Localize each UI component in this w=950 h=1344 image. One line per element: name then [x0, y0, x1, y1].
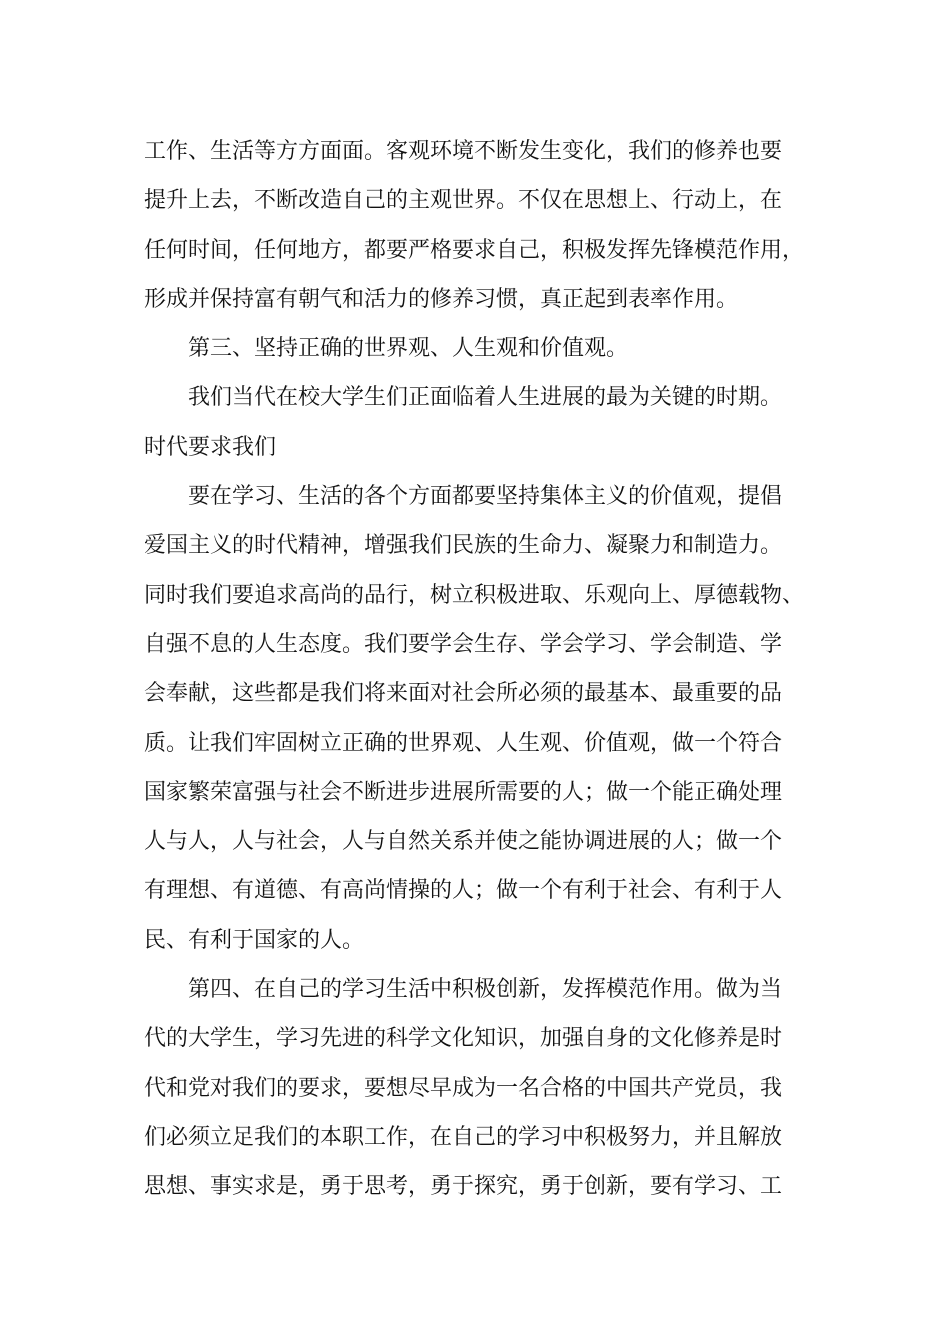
text-line: 人与人，人与社会，人与自然关系并使之能协调进展的人；做一个 — [144, 829, 783, 855]
section-heading: 第三、坚持正确的世界观、人生观和价值观。 — [188, 336, 629, 362]
text-line: 自强不息的人生态度。我们要学会生存、学会学习、学会制造、学 — [144, 631, 783, 657]
text-line: 工作、生活等方方面面。客观环境不断发生变化，我们的修养也要 — [144, 139, 783, 164]
text-line: 时代要求我们 — [144, 434, 277, 460]
text-line: 提升上去，不断改造自己的主观世界。不仅在思想上、行动上，在 — [144, 188, 783, 214]
text-line: 同时我们要追求高尚的品行，树立积极进取、乐观向上、厚德载物、 — [144, 582, 805, 608]
text-line: 国家繁荣富强与社会不断进步进展所需要的人；做一个能正确处理 — [144, 779, 783, 805]
section-heading: 第四、在自己的学习生活中积极创新，发挥模范作用。做为当 — [188, 977, 783, 1003]
text-line: 有理想、有道德、有高尚情操的人；做一个有利于社会、有利于人 — [144, 878, 783, 904]
text-line: 民、有利于国家的人。 — [144, 927, 365, 953]
text-line: 思想、事实求是，勇于思考，勇于探究，勇于创新，要有学习、工 — [144, 1174, 783, 1200]
text-line: 会奉献，这些都是我们将来面对社会所必须的最基本、最重要的品 — [144, 681, 783, 707]
text-line: 质。让我们牢固树立正确的世界观、人生观、价值观，做一个符合 — [144, 730, 783, 756]
text-line: 任何时间，任何地方，都要严格要求自己，积极发挥先锋模范作用， — [144, 237, 805, 263]
text-line: 爱国主义的时代精神，增强我们民族的生命力、凝聚力和制造力。 — [144, 533, 783, 559]
text-line: 们必须立足我们的本职工作，在自己的学习中积极努力，并且解放 — [144, 1124, 783, 1150]
document-body — [144, 127, 824, 1212]
text-line: 代的大学生，学习先进的科学文化知识，加强自身的文化修养是时 — [144, 1026, 783, 1052]
text-line: 形成并保持富有朝气和活力的修养习惯，真正起到表率作用。 — [144, 286, 739, 312]
text-line: 我们当代在校大学生们正面临着人生进展的最为关键的时期。 — [188, 385, 783, 411]
text-line: 要在学习、生活的各个方面都要坚持集体主义的价值观，提倡 — [188, 484, 783, 510]
text-line: 代和党对我们的要求，要想尽早成为一名合格的中国共产党员，我 — [144, 1075, 783, 1101]
